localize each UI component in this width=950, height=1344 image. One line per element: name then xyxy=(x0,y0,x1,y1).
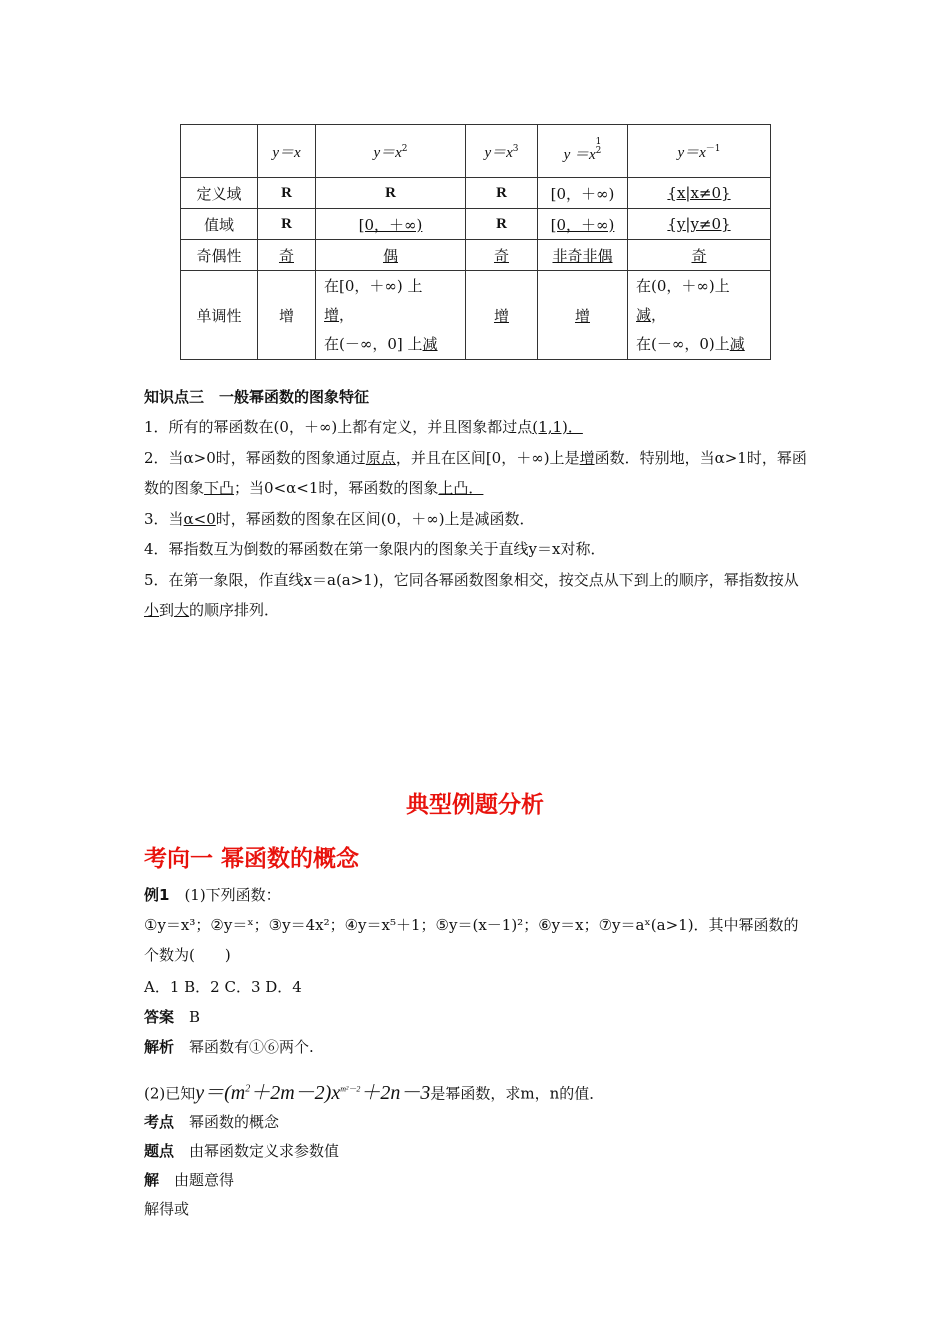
header-y-x2: $y=x^2$ xyxy=(316,125,466,178)
row-label: 奇偶性 xyxy=(181,240,258,271)
analysis-line: 解析 幂函数有①⑥两个. xyxy=(144,1038,314,1056)
paragraph-1: 1．所有的幂函数在(0，＋∞)上都有定义，并且图象都过点(1,1)． xyxy=(144,418,583,436)
table-row-domain xyxy=(181,178,771,209)
table-row-parity xyxy=(181,240,771,271)
table-cell: 偶 xyxy=(316,240,466,271)
example-2-formula: $y=(m^2+2m-2)x^{m^2-2}+2n-3$ xyxy=(195,1081,431,1104)
paragraph-4: 4．幂指数互为倒数的幂函数在第一象限内的图象关于直线y＝x对称． xyxy=(144,540,606,558)
paragraph-2: 2．当α>0时，幂函数的图象通过原点，并且在区间[0，＋∞)上是增函数．特别地，当α>1时，幂函数的图象下凸；当0<α<1时，幂函数的图象上凸． xyxy=(144,449,807,497)
header-y-x-half: y ＝x1 2 xyxy=(538,125,628,178)
examples-title: 典型例题分析 xyxy=(406,792,544,818)
table-cell: R xyxy=(258,178,316,209)
knowledge-point-line: 考点 幂函数的概念 xyxy=(144,1113,280,1131)
table-cell: [0，＋∞) xyxy=(538,209,628,240)
table-cell-mono-x2: 在[0，＋∞) 上 增， 在(－∞，0] 上减 xyxy=(316,271,466,360)
section-title: 知识点三 一般幂函数的图象特征 xyxy=(144,388,370,406)
table-cell: 增 xyxy=(466,271,538,360)
table-cell: R xyxy=(316,178,466,209)
solution-line-2: 解得或 xyxy=(144,1200,190,1218)
table-cell: 非奇非偶 xyxy=(538,240,628,271)
table-cell: {x|x≠0} xyxy=(628,178,771,209)
table-cell: 增 xyxy=(538,271,628,360)
table-cell: 奇 xyxy=(628,240,771,271)
paragraph-5: 5．在第一象限，作直线x＝a(a>1)，它同各幂函数图象相交，按交点从下到上的顺序，幂指数按从小到大的顺序排列． xyxy=(144,571,799,619)
table-cell: [0，＋∞) xyxy=(316,209,466,240)
example-1-list: ①y＝x³；②y＝ˣ；③y＝4x²；④y＝x⁵＋1；⑤y＝(x－1)²；⑥y＝x；⑦y＝aˣ(a>1)．其中幂函数的个数为( ) xyxy=(144,916,799,964)
table-cell: {y|y≠0} xyxy=(628,209,771,240)
topic-point-line: 题点 由幂函数定义求参数值 xyxy=(144,1142,340,1160)
table-cell: R xyxy=(258,209,316,240)
table-cell-mono-xneg1: 在(0，＋∞)上 减， 在(－∞，0)上减 xyxy=(628,271,771,360)
header-y-x: y＝x xyxy=(258,125,316,178)
example-1-question: 例1 (1)下列函数： xyxy=(144,886,281,904)
table-corner-cell xyxy=(181,125,258,178)
row-label: 单调性 xyxy=(181,271,258,360)
solution-line: 解 由题意得 xyxy=(144,1171,235,1189)
table-row-monotonicity xyxy=(181,271,771,360)
example-1-choices: A．1 B．2 C．3 D．4 xyxy=(144,978,302,996)
table-row-range xyxy=(181,209,771,240)
table-cell: R xyxy=(466,178,538,209)
row-label: 定义域 xyxy=(181,178,258,209)
power-function-properties-table xyxy=(180,124,771,360)
paragraph-3: 3．当α<0时，幂函数的图象在区间(0，＋∞)上是减函数． xyxy=(144,510,535,528)
example-2-question: (2)已知$y=(m^2+2m-2)x^{m^2-2}+2n-3$是幂函数，求m，n的值． xyxy=(144,1081,605,1104)
table-cell: 增 xyxy=(258,271,316,360)
table-cell: R xyxy=(466,209,538,240)
direction-title: 考向一 幂函数的概念 xyxy=(144,846,360,872)
table-cell: [0，＋∞) xyxy=(538,178,628,209)
header-y-x3: $y=x^3$ xyxy=(466,125,538,178)
answer-line: 答案 B xyxy=(144,1008,201,1026)
table-cell: 奇 xyxy=(466,240,538,271)
row-label: 值域 xyxy=(181,209,258,240)
table-cell: 奇 xyxy=(258,240,316,271)
header-y-x-neg1: $y=x^{-1}$ xyxy=(628,125,771,178)
table-header-row xyxy=(181,125,771,178)
